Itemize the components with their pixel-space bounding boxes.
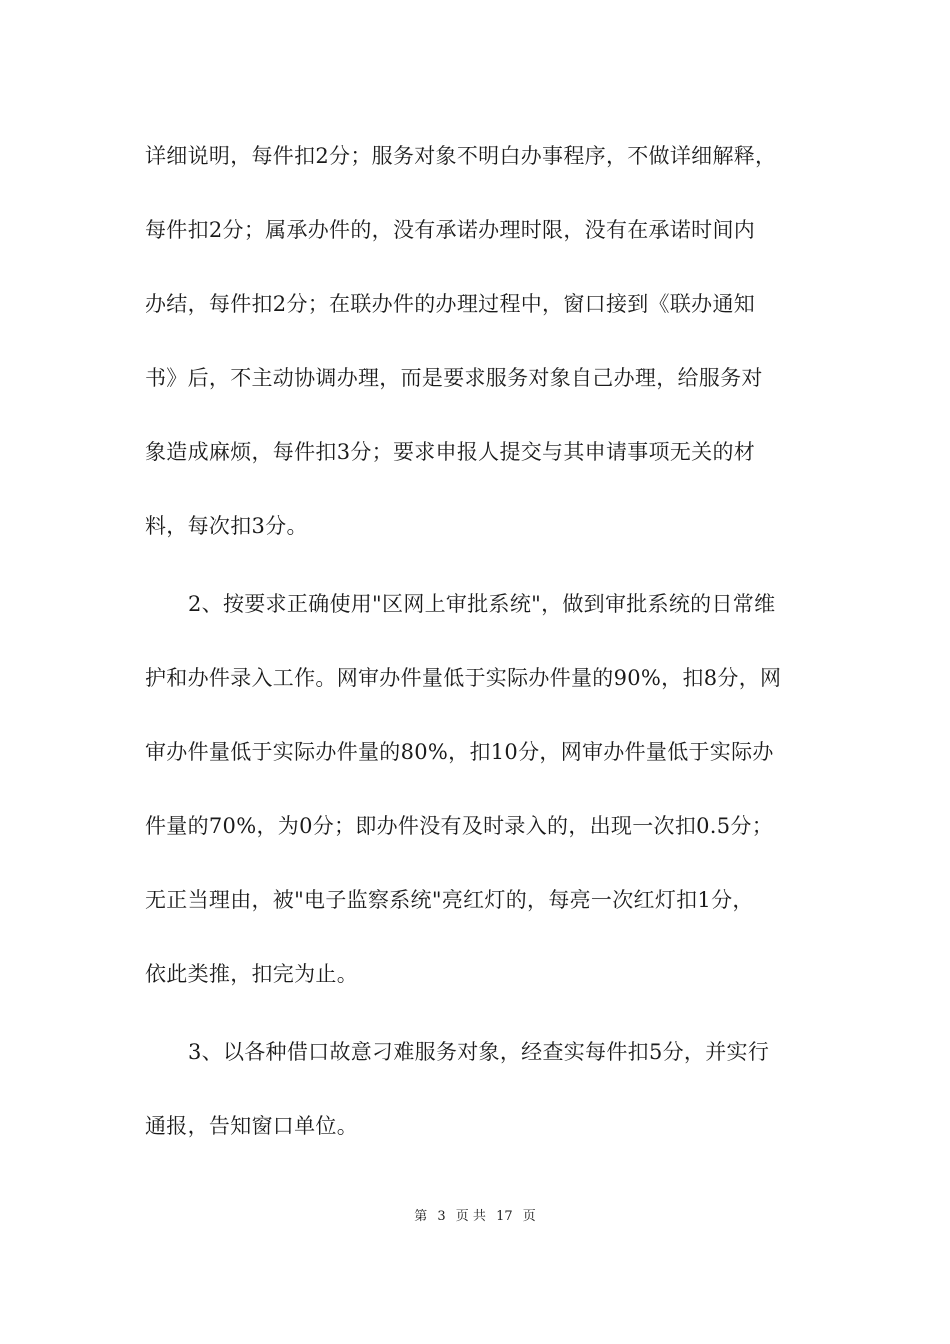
footer-current-page: 3	[437, 1209, 446, 1224]
paragraph-line: 象造成麻烦，每件扣3分；要求申报人提交与其申请事项无关的材	[145, 440, 756, 464]
footer-prefix: 第	[414, 1209, 428, 1224]
paragraph-line: 详细说明，每件扣2分；服务对象不明白办事程序，不做详细解释，	[145, 144, 777, 168]
paragraph-line: 2、按要求正确使用"区网上审批系统"，做到审批系统的日常维	[188, 592, 776, 616]
paragraph-line: 审办件量低于实际办件量的80%，扣10分，网审办件量低于实际办	[145, 740, 774, 764]
paragraph-line: 料，每次扣3分。	[145, 514, 308, 538]
paragraph-line: 通报，告知窗口单位。	[145, 1114, 358, 1138]
paragraph-line: 无正当理由，被"电子监察系统"亮红灯的，每亮一次红灯扣1分，	[145, 888, 754, 912]
paragraph-line: 书》后，不主动协调办理，而是要求服务对象自己办理，给服务对	[145, 366, 763, 390]
paragraph-line: 件量的70%，为0分；即办件没有及时录入的，出现一次扣0.5分；	[145, 814, 774, 838]
footer-middle: 页 共	[455, 1209, 486, 1224]
paragraph-line: 依此类推，扣完为止。	[145, 962, 358, 986]
footer-total-pages: 17	[496, 1209, 513, 1224]
paragraph-line: 每件扣2分；属承办件的，没有承诺办理时限，没有在承诺时间内	[145, 218, 756, 242]
page-footer	[0, 1207, 950, 1227]
paragraph-line: 护和办件录入工作。网审办件量低于实际办件量的90%，扣8分，网	[145, 666, 782, 690]
paragraph-line: 办结，每件扣2分；在联办件的办理过程中，窗口接到《联办通知	[145, 292, 756, 316]
paragraph-line: 3、以各种借口故意刁难服务对象，经查实每件扣5分，并实行	[188, 1040, 770, 1064]
footer-suffix: 页	[522, 1209, 536, 1224]
